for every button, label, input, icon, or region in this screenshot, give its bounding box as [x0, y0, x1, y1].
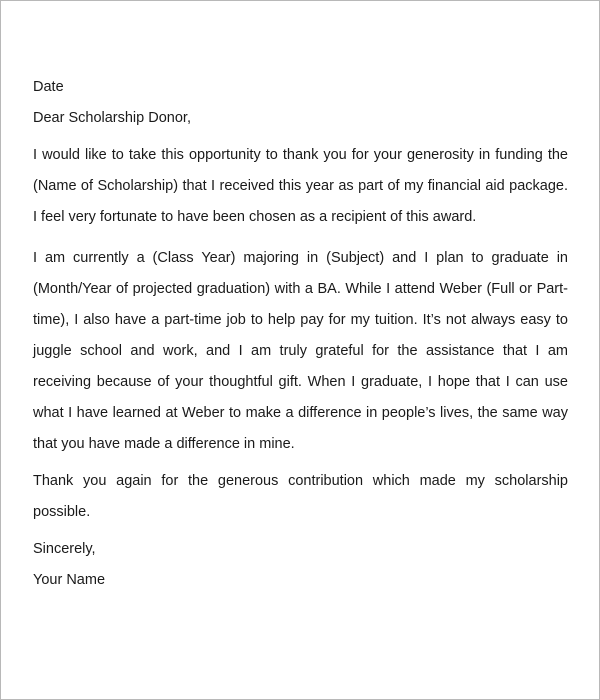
letter-date: Date: [33, 79, 64, 95]
letter-signature: Your Name: [33, 572, 106, 588]
letter-paragraph-1: I would like to take this opportunity to thank you for your generosity in funding the (Name of Scholarship) that I received this year as part of my financial aid package. I feel very fortunate to have been chosen as a recipient of this award.: [33, 147, 568, 225]
letter-closing: Sincerely,: [33, 541, 96, 557]
letter-paragraph-2: I am currently a (Class Year) majoring in (Subject) and I plan to graduate in (Month/Year of projected graduation) with a BA. While I attend Weber (Full or Part-time), I also have a part-time job to help pay for my tuition. It’s not always easy to juggle school and work, and I am truly grateful for the assistance that I am receiving because of your thoughtful gift. When I graduate, I hope that I can use what I have learned at Weber to make a difference in people’s lives, the same way that you have made a difference in mine.: [33, 250, 568, 452]
letter-salutation: Dear Scholarship Donor,: [33, 110, 191, 126]
letter-body: [33, 72, 568, 596]
letter-paragraph-3: Thank you again for the generous contribution which made my scholarship possible.: [33, 473, 568, 520]
